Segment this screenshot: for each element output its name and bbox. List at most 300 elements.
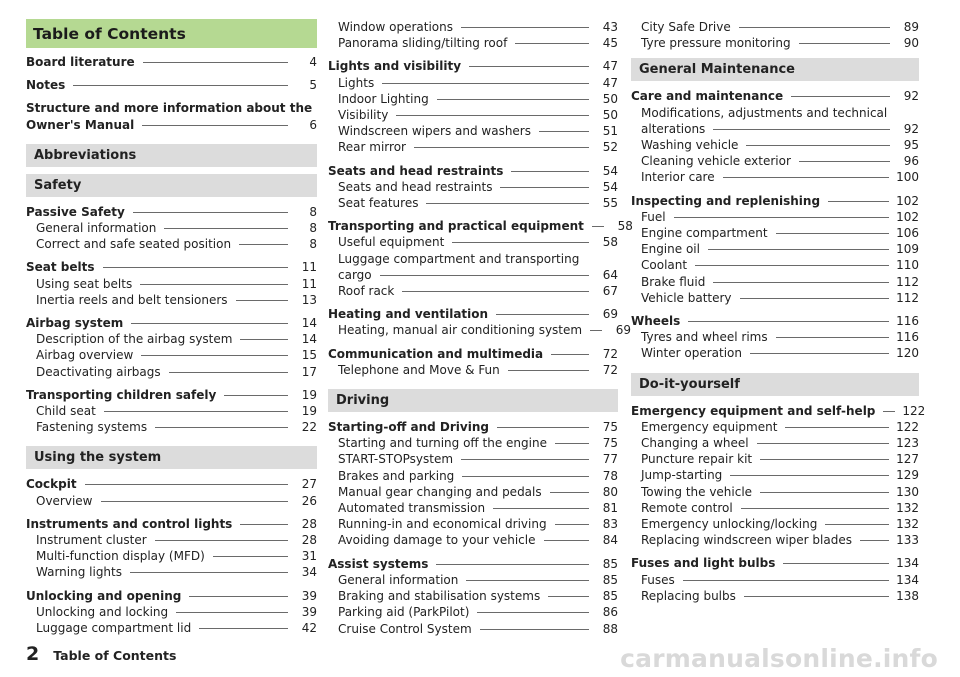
entry-page-number: 19	[301, 404, 317, 419]
dot-leader	[776, 233, 890, 234]
entry-title: Washing vehicle	[641, 138, 739, 153]
dot-leader	[515, 43, 589, 44]
entry-title: Seat belts	[26, 260, 95, 275]
toc-entry[interactable]	[26, 331, 317, 347]
entry-page-number: 58	[602, 235, 618, 250]
toc-entry[interactable]	[328, 572, 618, 588]
dot-leader	[551, 354, 589, 355]
toc-entry[interactable]	[26, 117, 317, 133]
dot-leader	[426, 203, 589, 204]
dot-leader	[723, 177, 890, 178]
toc-entry[interactable]	[26, 588, 317, 604]
entry-page-number: 50	[602, 91, 618, 106]
entry-page-number: 112	[896, 274, 919, 289]
toc-entry[interactable]	[26, 315, 317, 331]
dot-leader	[224, 395, 288, 396]
toc-entry[interactable]	[328, 218, 633, 234]
dot-leader	[776, 337, 889, 338]
entry-title: Lights and visibility	[328, 59, 462, 74]
toc-entry[interactable]	[26, 259, 317, 275]
entry-page-number: 85	[602, 556, 618, 571]
entry-page-number: 78	[602, 468, 618, 483]
entry-page-number: 51	[602, 124, 618, 139]
dot-leader	[176, 612, 288, 613]
entry-title: Avoiding damage to your vehicle	[338, 533, 536, 548]
section-heading: Safety	[26, 174, 317, 197]
entry-title: Emergency unlocking/locking	[641, 517, 818, 532]
toc-entry[interactable]	[26, 516, 317, 532]
dot-leader	[462, 476, 589, 477]
entry-title: Assist systems	[328, 556, 429, 571]
entry-title: Jump-starting	[641, 468, 723, 483]
toc-entry[interactable]	[26, 204, 317, 220]
toc-entry[interactable]	[26, 77, 317, 93]
entry-page-number: 54	[602, 163, 618, 178]
entry-title: Winter operation	[641, 346, 742, 361]
toc-entry[interactable]	[26, 604, 317, 620]
dot-leader	[140, 284, 288, 285]
entry-title: Roof rack	[338, 284, 395, 299]
toc-entry[interactable]	[328, 179, 618, 195]
dot-leader	[825, 524, 889, 525]
entry-title: Fastening systems	[36, 420, 148, 435]
dot-leader	[785, 427, 889, 428]
toc-entry[interactable]	[631, 193, 919, 209]
toc-entry[interactable]	[631, 572, 919, 588]
entry-title: Tyres and wheel rims	[641, 330, 768, 345]
toc-entry[interactable]	[26, 364, 317, 380]
entry-page-number: 28	[301, 533, 317, 548]
dot-leader	[142, 125, 288, 126]
toc-entry[interactable]	[631, 88, 919, 104]
toc-entry[interactable]	[631, 484, 919, 500]
toc-entry[interactable]	[328, 362, 618, 378]
toc-entry[interactable]	[26, 476, 317, 492]
entry-title: Passive Safety	[26, 204, 125, 219]
dot-leader	[436, 564, 589, 565]
entry-page-number: 129	[896, 468, 919, 483]
toc-entry[interactable]	[26, 620, 317, 636]
dot-leader	[239, 244, 288, 245]
entry-title: Brakes and parking	[338, 468, 455, 483]
entry-page-number: 116	[896, 314, 919, 329]
toc-entry[interactable]	[328, 195, 618, 211]
entry-title: Airbag system	[26, 316, 124, 331]
entry-page-number: 75	[602, 420, 618, 435]
entry-page-number: 138	[896, 588, 919, 603]
entry-page-number: 80	[602, 484, 618, 499]
entry-title: Fuses	[641, 572, 675, 587]
entry-page-number: 134	[896, 572, 919, 587]
entry-title: Cockpit	[26, 477, 77, 492]
entry-page-number: 72	[602, 346, 618, 361]
entry-title: Transporting children safely	[26, 387, 217, 402]
entry-page-number: 130	[896, 484, 919, 499]
entry-page-number: 58	[617, 219, 633, 234]
dot-leader	[466, 580, 589, 581]
dot-leader	[103, 267, 288, 268]
dot-leader	[544, 540, 590, 541]
toc-entry[interactable]	[328, 58, 618, 74]
entry-title: City Safe Drive	[641, 20, 731, 34]
entry-title: Heating, manual air conditioning system	[338, 323, 583, 338]
section-heading: Abbreviations	[26, 144, 317, 167]
entry-title: Instruments and control lights	[26, 516, 233, 531]
toc-entry[interactable]	[26, 419, 317, 435]
dot-leader	[461, 459, 589, 460]
entry-title: Unlocking and opening	[26, 588, 182, 603]
dot-leader	[883, 411, 895, 412]
entry-page-number: 8	[309, 204, 317, 219]
entry-page-number: 120	[896, 346, 919, 361]
toc-entry[interactable]	[631, 435, 919, 451]
footer-title: Table of Contents	[53, 648, 177, 663]
entry-page-number: 22	[301, 420, 317, 435]
entry-page-number: 50	[602, 108, 618, 123]
toc-entry[interactable]	[631, 121, 919, 137]
entry-title: Fuses and light bulbs	[631, 556, 776, 571]
entry-title: Board literature	[26, 55, 135, 69]
entry-page-number: 132	[896, 500, 919, 515]
entry-page-number: 86	[602, 605, 618, 620]
toc-entry[interactable]	[328, 588, 618, 604]
toc-entry[interactable]	[328, 621, 618, 637]
dot-leader	[414, 147, 589, 148]
toc-entry[interactable]	[328, 75, 618, 91]
toc-entry-wrapped[interactable]	[26, 100, 317, 132]
toc-entry[interactable]	[328, 451, 618, 467]
entry-page-number: 122	[902, 403, 926, 418]
toc-entry[interactable]	[631, 516, 919, 532]
entry-page-number: 92	[903, 89, 919, 104]
toc-entry[interactable]	[631, 329, 919, 345]
toc-entry[interactable]	[328, 163, 618, 179]
dot-leader	[85, 484, 288, 485]
entry-title: Cleaning vehicle exterior	[641, 154, 791, 169]
entry-title: Rear mirror	[338, 140, 406, 155]
toc-entry[interactable]	[631, 153, 919, 169]
dot-leader	[760, 459, 889, 460]
entry-page-number: 39	[301, 604, 317, 619]
entry-page-number: 19	[301, 387, 317, 402]
entry-page-number: 17	[301, 364, 317, 379]
toc-entry[interactable]	[26, 347, 317, 363]
entry-title: Puncture repair kit	[641, 452, 753, 467]
entry-title: START-STOPsystem	[338, 452, 454, 467]
dot-leader	[461, 27, 589, 28]
toc-title: Table of Contents	[26, 19, 317, 48]
entry-title: Window operations	[338, 20, 453, 34]
entry-title: Transporting and practical equipment	[328, 219, 584, 234]
toc-entry[interactable]	[328, 139, 618, 155]
dot-leader	[213, 556, 288, 557]
dot-leader	[741, 508, 889, 509]
dot-leader	[740, 298, 890, 299]
dot-leader	[757, 443, 889, 444]
toc-entry[interactable]	[26, 220, 317, 236]
toc-entry[interactable]	[631, 137, 919, 153]
entry-page-number: 85	[602, 572, 618, 587]
toc-entry[interactable]	[631, 403, 926, 419]
toc-entry[interactable]	[328, 91, 618, 107]
toc-entry[interactable]	[26, 276, 317, 292]
entry-page-number: 88	[602, 621, 618, 636]
entry-page-number: 6	[309, 117, 317, 132]
entry-title: Fuel	[641, 209, 666, 224]
toc-entry[interactable]	[26, 54, 317, 70]
toc-entry[interactable]	[328, 484, 618, 500]
dot-leader	[73, 85, 288, 86]
entry-page-number: 8	[309, 237, 317, 252]
entry-title: General information	[338, 572, 459, 587]
section-heading: Using the system	[26, 446, 317, 469]
entry-title: Replacing bulbs	[641, 588, 736, 603]
entry-title: Airbag overview	[36, 348, 134, 363]
entry-page-number: 95	[903, 138, 919, 153]
entry-page-number: 14	[301, 316, 317, 331]
entry-page-number: 47	[602, 59, 618, 74]
entry-title: Child seat	[36, 404, 96, 419]
entry-title: Warning lights	[36, 565, 122, 580]
entry-page-number: 123	[896, 436, 919, 451]
dot-leader	[480, 629, 589, 630]
entry-title: Changing a wheel	[641, 436, 749, 451]
entry-title: Interior care	[641, 170, 715, 185]
toc-entry[interactable]	[631, 500, 919, 516]
entry-title: Engine oil	[641, 242, 700, 257]
toc-entry[interactable]	[328, 468, 618, 484]
entry-title: Telephone and Move & Fun	[338, 362, 500, 377]
toc-entry[interactable]	[631, 35, 919, 51]
dot-leader	[799, 43, 890, 44]
dot-leader	[236, 300, 288, 301]
dot-leader	[739, 27, 890, 28]
dot-leader	[760, 492, 889, 493]
toc-entry[interactable]	[328, 107, 618, 123]
entry-page-number: 27	[301, 477, 317, 492]
entry-title: Correct and safe seated position	[36, 237, 232, 252]
toc-entry[interactable]	[328, 500, 618, 516]
entry-page-number: 89	[903, 20, 919, 34]
entry-title: alterations	[641, 121, 706, 136]
entry-title: Instrument cluster	[36, 533, 147, 548]
toc-entry[interactable]	[631, 451, 919, 467]
toc-entry[interactable]	[631, 225, 919, 241]
entry-page-number: 100	[896, 170, 919, 185]
entry-page-number: 83	[602, 517, 618, 532]
dot-leader	[469, 66, 589, 67]
entry-page-number: 15	[301, 348, 317, 363]
toc-entry-wrapped[interactable]	[631, 105, 919, 137]
dot-leader	[799, 161, 890, 162]
dot-leader	[555, 443, 589, 444]
dot-leader	[791, 96, 890, 97]
section-heading: General Maintenance	[631, 58, 919, 81]
toc-entry[interactable]	[26, 403, 317, 419]
entry-page-number: 11	[301, 276, 317, 291]
dot-leader	[746, 145, 890, 146]
toc-entry[interactable]	[631, 19, 919, 35]
toc-entry[interactable]	[631, 345, 919, 361]
entry-page-number: 134	[896, 556, 919, 571]
page-footer	[26, 643, 176, 665]
entry-title: cargo	[338, 267, 372, 282]
toc-entry[interactable]	[631, 209, 919, 225]
entry-title: Deactivating airbags	[36, 364, 161, 379]
toc-entry[interactable]	[631, 257, 919, 273]
entry-page-number: 96	[903, 154, 919, 169]
dot-leader	[380, 275, 589, 276]
toc-entry[interactable]	[631, 274, 919, 290]
entry-title: Useful equipment	[338, 235, 445, 250]
dot-leader	[744, 596, 889, 597]
dot-leader	[688, 321, 889, 322]
entry-title: Automated transmission	[338, 501, 486, 516]
entry-title: Seat features	[338, 196, 419, 211]
dot-leader	[500, 187, 589, 188]
dot-leader	[199, 628, 288, 629]
toc-entry[interactable]	[328, 346, 618, 362]
entry-page-number: 11	[301, 260, 317, 275]
toc-column-2	[328, 19, 633, 637]
entry-title: Emergency equipment	[641, 419, 778, 434]
dot-leader	[396, 115, 589, 116]
toc-entry[interactable]	[328, 123, 618, 139]
toc-entry[interactable]	[328, 35, 618, 51]
dot-leader	[240, 524, 288, 525]
dot-leader	[143, 62, 288, 63]
entry-title: Heating and ventilation	[328, 307, 489, 322]
toc-entry[interactable]	[328, 267, 618, 283]
entry-page-number: 26	[301, 493, 317, 508]
dot-leader	[452, 242, 589, 243]
entry-page-number: 28	[301, 516, 317, 531]
toc-entry[interactable]	[328, 556, 618, 572]
toc-entry[interactable]	[631, 588, 919, 604]
entry-page-number: 90	[903, 36, 919, 51]
toc-entry[interactable]	[631, 169, 919, 185]
dot-leader	[131, 323, 288, 324]
entry-page-number: 132	[896, 517, 919, 532]
toc-entry[interactable]	[631, 313, 919, 329]
entry-title: Visibility	[338, 108, 389, 123]
entry-title: Owner's Manual	[26, 117, 135, 132]
toc-entry[interactable]	[26, 493, 317, 509]
toc-entry[interactable]	[328, 322, 632, 338]
toc-entry[interactable]	[631, 241, 919, 257]
entry-title-line: Luggage compartment and transporting	[338, 251, 580, 266]
toc-entry[interactable]	[26, 564, 317, 580]
toc-entry[interactable]	[328, 419, 618, 435]
toc-entry[interactable]	[26, 532, 317, 548]
toc-entry-wrapped[interactable]	[328, 251, 618, 283]
toc-column-3	[631, 19, 926, 604]
dot-leader	[548, 596, 589, 597]
toc-entry[interactable]	[328, 234, 618, 250]
entry-page-number: 54	[602, 179, 618, 194]
entry-page-number: 106	[896, 226, 919, 241]
entry-page-number: 64	[602, 267, 618, 282]
dot-leader	[674, 217, 890, 218]
dot-leader	[511, 171, 589, 172]
entry-page-number: 112	[896, 290, 919, 305]
entry-page-number: 8	[309, 221, 317, 236]
entry-title: Windscreen wipers and washers	[338, 124, 531, 139]
entry-page-number: 116	[896, 330, 919, 345]
entry-page-number: 133	[896, 533, 919, 548]
dot-leader	[708, 249, 889, 250]
entry-title: Braking and stabilisation systems	[338, 589, 541, 604]
dot-leader	[164, 228, 288, 229]
toc-entry[interactable]	[26, 548, 317, 564]
entry-title: Tyre pressure monitoring	[641, 36, 791, 51]
dot-leader	[133, 212, 288, 213]
toc-entry[interactable]	[26, 236, 317, 252]
toc-entry[interactable]	[631, 532, 919, 548]
dot-leader	[189, 596, 288, 597]
dot-leader	[497, 427, 589, 428]
dot-leader	[730, 475, 889, 476]
entry-title: Remote control	[641, 500, 733, 515]
entry-page-number: 34	[301, 565, 317, 580]
toc-entry[interactable]	[328, 306, 618, 322]
entry-page-number: 110	[896, 258, 919, 273]
dot-leader	[437, 99, 589, 100]
entry-title: Luggage compartment lid	[36, 621, 192, 636]
dot-leader	[130, 572, 288, 573]
toc-entry[interactable]	[328, 283, 618, 299]
toc-entry[interactable]	[631, 419, 919, 435]
toc-entry[interactable]	[26, 387, 317, 403]
dot-leader	[713, 282, 889, 283]
toc-entry[interactable]	[328, 604, 618, 620]
entry-title: Unlocking and locking	[36, 604, 169, 619]
entry-title: Seats and head restraints	[328, 163, 504, 178]
dot-leader	[496, 314, 589, 315]
entry-page-number: 5	[309, 78, 317, 93]
dot-leader	[382, 83, 589, 84]
entry-title: General information	[36, 221, 157, 236]
entry-page-number: 81	[602, 501, 618, 516]
entry-title: Starting-off and Driving	[328, 420, 489, 435]
entry-title: Inspecting and replenishing	[631, 193, 821, 208]
toc-column-1	[26, 19, 317, 636]
toc-entry[interactable]	[328, 435, 618, 451]
entry-title: Indoor Lighting	[338, 91, 429, 106]
entry-page-number: 92	[903, 121, 919, 136]
toc-entry[interactable]	[26, 292, 317, 308]
dot-leader	[493, 508, 589, 509]
dot-leader	[828, 201, 889, 202]
entry-title: Towing the vehicle	[641, 484, 753, 499]
entry-title-line: Structure and more information about the	[26, 101, 313, 116]
section-heading: Do-it-yourself	[631, 373, 919, 396]
toc-entry[interactable]	[631, 467, 919, 483]
entry-title: Multi-function display (MFD)	[36, 549, 205, 564]
entry-title: Description of the airbag system	[36, 332, 233, 347]
dot-leader	[477, 612, 589, 613]
entry-page-number: 67	[602, 284, 618, 299]
entry-page-number: 43	[602, 20, 618, 34]
toc-entry[interactable]	[631, 290, 919, 306]
entry-page-number: 75	[602, 436, 618, 451]
toc-entry[interactable]	[328, 19, 618, 35]
toc-entry[interactable]	[328, 516, 618, 532]
dot-leader	[683, 580, 889, 581]
toc-entry[interactable]	[328, 532, 618, 548]
toc-entry[interactable]	[631, 555, 919, 571]
entry-page-number: 102	[896, 193, 919, 208]
